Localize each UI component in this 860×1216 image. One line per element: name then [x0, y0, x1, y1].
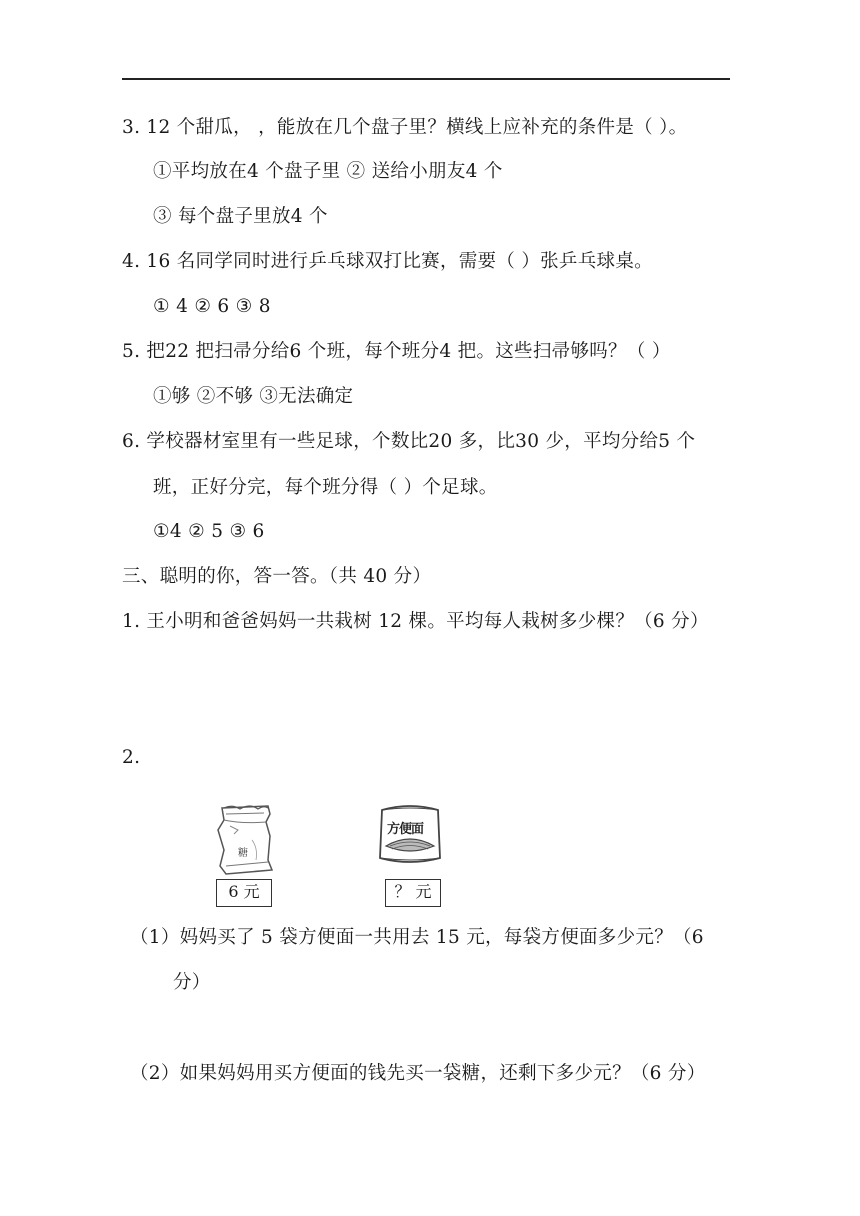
- header-rule: [122, 78, 730, 80]
- question-3-options-b: ③ 每个盘子里放4 个: [153, 206, 328, 227]
- instant-noodles-label: 方便面: [387, 822, 424, 837]
- noodles-price-box: ？ 元: [385, 879, 441, 907]
- problem-1: 1. 王小明和爸爸妈妈一共栽树 12 棵。平均每人栽树多少棵？（6 分）: [122, 611, 709, 632]
- question-5-options: ①够 ②不够 ③无法确定: [153, 386, 354, 407]
- subquestion-1-line1: （1）妈妈买了 5 袋方便面一共用去 15 元，每袋方便面多少元？（6: [130, 927, 704, 948]
- question-4: 4. 16 名同学同时进行乒乓球双打比赛，需要（ ）张乒乓球桌。: [122, 251, 653, 272]
- question-3-options-a: ①平均放在4 个盘子里 ② 送给小朋友4 个: [153, 161, 503, 182]
- instant-noodles-bag-icon: [374, 800, 446, 872]
- question-6-line1: 6. 学校器材室里有一些足球，个数比20 多，比30 少，平均分给5 个: [122, 431, 696, 452]
- sugar-bag-label: 糖: [238, 848, 248, 859]
- question-4-options: ① 4 ② 6 ③ 8: [153, 296, 271, 317]
- sugar-price-box: 6 元: [216, 879, 272, 907]
- problem-2-label: 2.: [122, 747, 141, 768]
- question-6-options: ①4 ② 5 ③ 6: [153, 521, 265, 542]
- sugar-bag-icon: [212, 800, 282, 880]
- section-3-heading: 三、聪明的你，答一答。（共 40 分）: [122, 566, 432, 587]
- subquestion-2: （2）如果妈妈用买方便面的钱先买一袋糖，还剩下多少元？（6 分）: [130, 1063, 706, 1084]
- question-5: 5. 把22 把扫帚分给6 个班，每个班分4 把。这些扫帚够吗？（ ）: [122, 341, 671, 362]
- subquestion-1-line2: 分）: [173, 972, 211, 993]
- question-3: 3. 12 个甜瓜， ，能放在几个盘子里？横线上应补充的条件是（ ）。: [122, 117, 688, 138]
- question-6-line2: 班，正好分完，每个班分得（ ）个足球。: [153, 477, 498, 498]
